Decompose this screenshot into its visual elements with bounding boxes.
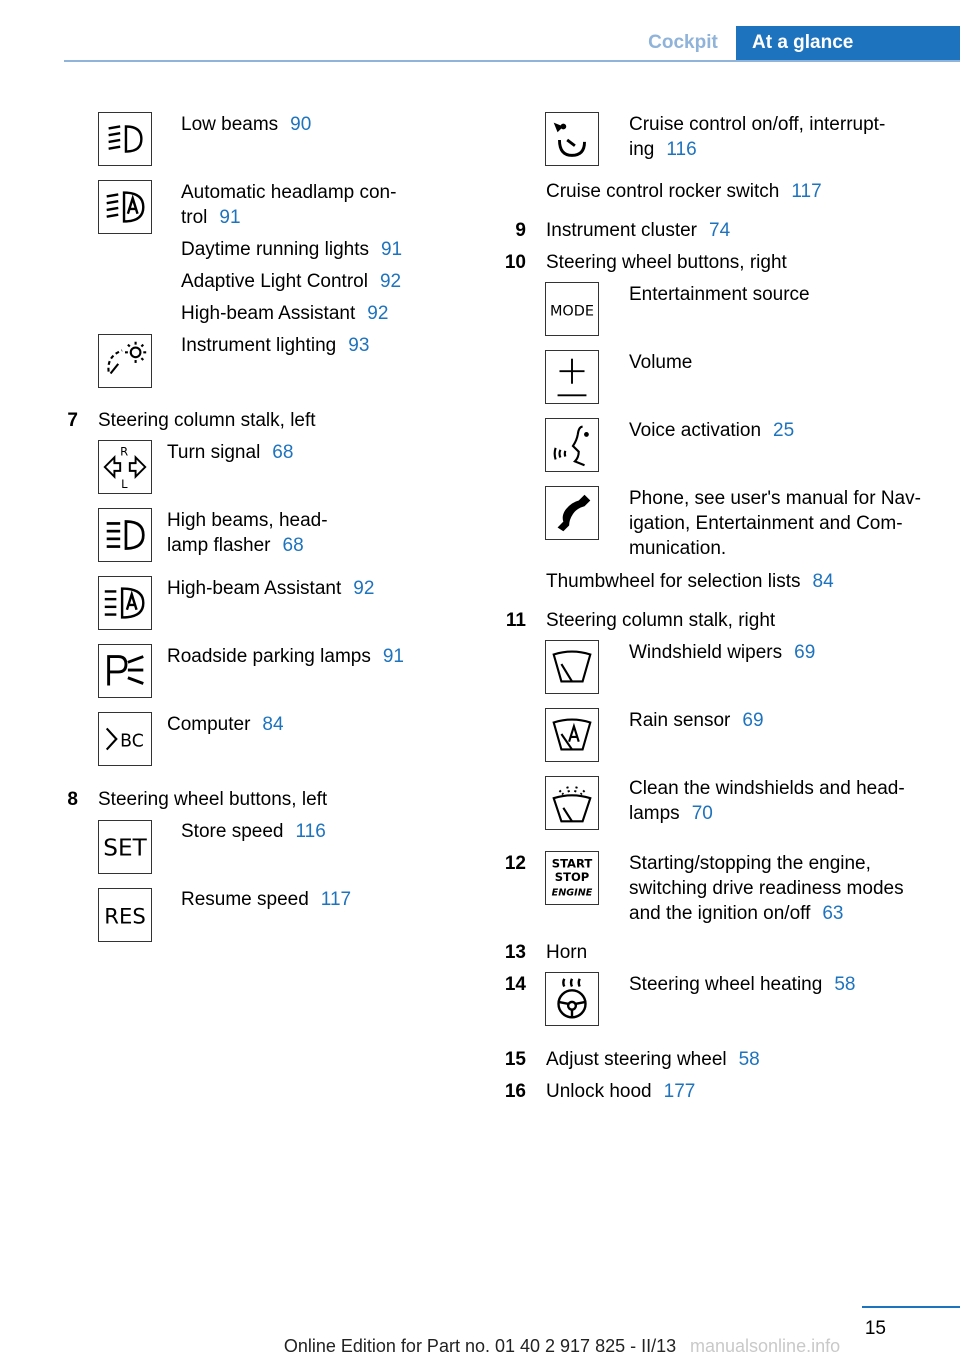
start-stop-button-icon <box>545 851 599 905</box>
turn-signal-page-link[interactable]: 68 <box>272 442 294 463</box>
res-button-icon <box>98 888 152 942</box>
voice-activation-icon <box>545 418 599 472</box>
rocker-switch-label: Cruise control rocker switch <box>546 181 780 202</box>
item-10-title: Steering wheel buttons, right <box>546 252 787 273</box>
voice-activation-label: Voice activation <box>629 420 762 441</box>
item-16-title: Unlock hood <box>546 1081 652 1102</box>
low-beams-icon <box>98 112 152 166</box>
adaptive-light-entry <box>181 269 401 294</box>
resume-speed-label: Resume speed <box>181 889 309 910</box>
high-beams-label-line2: lamp flasher <box>167 535 271 556</box>
low-beams-entry <box>181 112 311 137</box>
instrument-lighting-entry <box>181 333 369 358</box>
rain-sensor-label: Rain sensor <box>629 710 731 731</box>
item-15-entry <box>546 1047 760 1072</box>
header-tab-at-a-glance[interactable]: At a glance <box>736 26 960 60</box>
daytime-lights-page-link[interactable]: 91 <box>380 239 403 260</box>
daytime-lights-entry <box>181 237 402 262</box>
item-number-9: 9 <box>515 220 526 241</box>
start-stop-label-line1: Starting/stopping the engine, <box>629 853 871 874</box>
automatic-headlamp-icon <box>98 180 152 234</box>
cruise-entry <box>629 137 697 162</box>
item-13-title: Horn <box>546 942 588 963</box>
entertainment-source-label: Entertainment source <box>629 284 810 305</box>
item-number-7: 7 <box>67 410 78 431</box>
item-number-12: 12 <box>504 853 526 874</box>
store-speed-entry <box>181 819 326 844</box>
cruise-label-line1: Cruise control on/off, interrupt- <box>629 114 886 135</box>
start-stop-label-line3: and the ignition on/off <box>629 903 811 924</box>
item-15-title: Adjust steering wheel <box>546 1049 727 1070</box>
wipers-entry <box>629 640 815 665</box>
parking-lamps-icon <box>98 644 152 698</box>
item-9-entry <box>546 218 730 243</box>
rocker-switch-entry <box>546 179 822 204</box>
header-section-label: Cockpit <box>648 32 718 53</box>
thumbwheel-label: Thumbwheel for selection lists <box>546 571 801 592</box>
svg-text:L: L <box>121 477 128 492</box>
start-icon-text: START <box>551 856 593 871</box>
volume-label: Volume <box>629 352 693 373</box>
item-15-page-link[interactable]: 58 <box>738 1049 760 1070</box>
thumbwheel-entry <box>546 569 834 594</box>
daytime-lights-label: Daytime running lights <box>181 239 369 260</box>
computer-page-link[interactable]: 84 <box>262 714 284 735</box>
res-icon-text: RES <box>104 903 146 929</box>
footer-edition: Online Edition for Part no. 01 40 2 917 825 - II/13 <box>283 1336 677 1356</box>
turn-signal-entry <box>167 440 293 465</box>
high-beam-assistant-label: High-beam Assistant <box>181 303 356 324</box>
mode-button-icon <box>545 282 599 336</box>
item-8-title: Steering wheel buttons, left <box>98 789 328 810</box>
item-9-title: Instrument cluster <box>546 220 697 241</box>
phone-label-line2: igation, Entertainment and Com- <box>629 513 903 534</box>
high-beams-entry <box>167 533 304 558</box>
auto-headlamp-page-link[interactable]: 91 <box>219 207 241 228</box>
computer-label: Computer <box>167 714 251 735</box>
washer-label-line1: Clean the windshields and head- <box>629 778 905 799</box>
washer-page-link[interactable]: 70 <box>691 803 713 824</box>
low-beams-page-link[interactable]: 90 <box>290 114 312 135</box>
windshield-wipers-icon <box>545 640 599 694</box>
instrument-lighting-page-link[interactable]: 93 <box>348 335 370 356</box>
watermark: manualsonline.info <box>690 1336 841 1356</box>
washer-label-line2: lamps <box>629 803 680 824</box>
cruise-page-link[interactable]: 116 <box>666 139 697 160</box>
computer-bc-icon <box>98 712 152 766</box>
rain-sensor-page-link[interactable]: 69 <box>742 710 764 731</box>
set-button-icon <box>98 820 152 874</box>
low-beams-label: Low beams <box>181 114 279 135</box>
set-icon-text: SET <box>103 835 147 862</box>
svg-text:R: R <box>120 444 129 459</box>
resume-speed-page-link[interactable]: 117 <box>320 889 352 910</box>
cruise-label-line2: ing <box>629 139 655 160</box>
mode-icon-text: MODE <box>549 303 595 320</box>
footer-rule <box>862 1306 960 1308</box>
store-speed-label: Store speed <box>181 821 284 842</box>
washer-entry <box>629 801 713 826</box>
voice-activation-entry <box>629 418 794 443</box>
rain-sensor-entry <box>629 708 764 733</box>
item-number-13: 13 <box>504 942 526 963</box>
start-stop-page-link[interactable]: 63 <box>822 903 844 924</box>
high-beam-assistant-page-link-2[interactable]: 92 <box>353 578 375 599</box>
start-stop-entry <box>629 901 844 926</box>
auto-headlamp-entry <box>181 205 241 230</box>
steering-wheel-heating-icon <box>545 972 599 1026</box>
item-number-11: 11 <box>505 610 526 631</box>
auto-headlamp-label-line2: trol <box>181 207 208 228</box>
parking-lamps-page-link[interactable]: 91 <box>382 646 404 667</box>
auto-headlamp-label-line1: Automatic headlamp con- <box>181 182 397 203</box>
wheel-heating-page-link[interactable]: 58 <box>834 974 856 995</box>
rocker-switch-page-link[interactable]: 117 <box>791 181 822 202</box>
voice-activation-page-link[interactable]: 25 <box>773 420 795 441</box>
high-beams-label-line1: High beams, head- <box>167 510 328 531</box>
instrument-lighting-label: Instrument lighting <box>181 335 337 356</box>
computer-entry <box>167 712 284 737</box>
high-beam-assistant-icon <box>98 576 152 630</box>
item-number-16: 16 <box>504 1081 526 1102</box>
start-stop-label-line2: switching drive readiness modes <box>629 878 904 899</box>
item-number-8: 8 <box>67 789 78 810</box>
item-16-entry <box>546 1079 695 1104</box>
rain-sensor-icon <box>545 708 599 762</box>
high-beam-assistant-label-2: High-beam Assistant <box>167 578 342 599</box>
item-7-title: Steering column stalk, left <box>98 410 316 431</box>
volume-icon <box>545 350 599 404</box>
high-beams-page-link[interactable]: 68 <box>282 535 304 556</box>
svg-text:BC: BC <box>120 731 144 752</box>
wipers-page-link[interactable]: 69 <box>794 642 816 663</box>
item-16-page-link[interactable]: 177 <box>663 1081 696 1102</box>
item-number-14: 14 <box>504 974 526 995</box>
high-beam-assistant-page-link[interactable]: 92 <box>367 303 389 324</box>
parking-lamps-label: Roadside parking lamps <box>167 646 371 667</box>
store-speed-page-link[interactable]: 116 <box>295 821 326 842</box>
header-rule <box>64 60 960 62</box>
item-number-10: 10 <box>504 252 526 273</box>
washer-icon <box>545 776 599 830</box>
parking-lamps-entry <box>167 644 404 669</box>
wipers-label: Windshield wipers <box>629 642 783 663</box>
engine-icon-text: ENGINE <box>551 887 593 899</box>
adaptive-light-page-link[interactable]: 92 <box>379 271 402 292</box>
adaptive-light-label: Adaptive Light Control <box>181 271 368 292</box>
wheel-heating-entry <box>629 972 855 997</box>
thumbwheel-page-link[interactable]: 84 <box>812 571 834 592</box>
item-9-page-link[interactable]: 74 <box>709 220 731 241</box>
phone-icon <box>545 486 599 540</box>
high-beams-icon <box>98 508 152 562</box>
wheel-heating-label: Steering wheel heating <box>629 974 823 995</box>
high-beam-assistant-entry-1 <box>181 301 388 326</box>
high-beam-assistant-entry-2 <box>167 576 374 601</box>
page-number: 15 <box>864 1318 886 1339</box>
instrument-lighting-icon <box>98 334 152 388</box>
turn-signal-label: Turn signal <box>167 442 261 463</box>
turn-signal-icon <box>98 440 152 494</box>
phone-label-line1: Phone, see user's manual for Nav- <box>629 488 921 509</box>
phone-label-line3: munication. <box>629 538 727 559</box>
item-11-title: Steering column stalk, right <box>546 610 776 631</box>
resume-speed-entry <box>181 887 351 912</box>
item-number-15: 15 <box>504 1049 526 1070</box>
stop-icon-text: STOP <box>554 869 590 884</box>
cruise-control-icon <box>545 112 599 166</box>
